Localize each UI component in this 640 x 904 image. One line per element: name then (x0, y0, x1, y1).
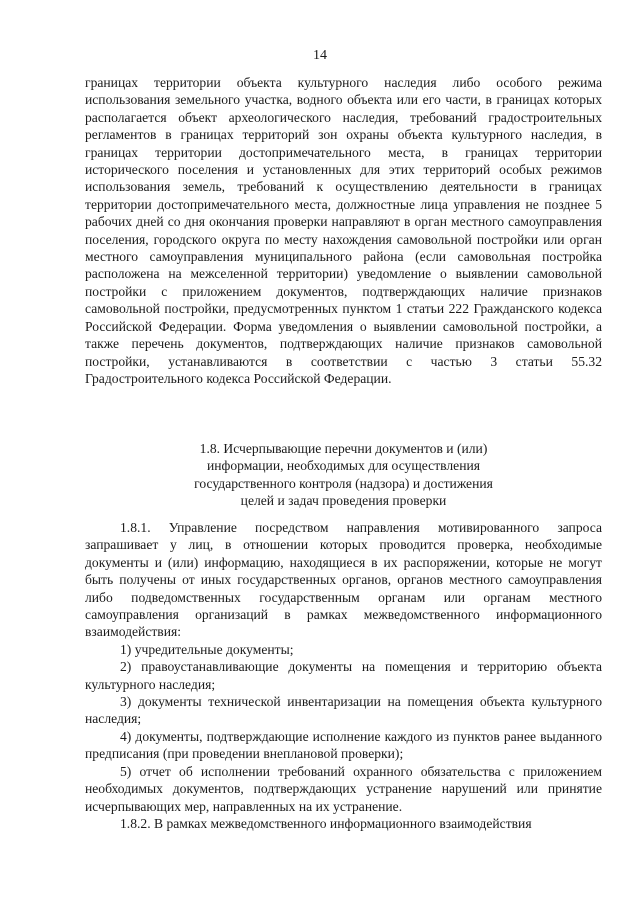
list-item: 3) документы технической инвентаризации на помещения объекта культурного наследия; (85, 694, 602, 727)
heading-line: 1.8. Исчерпывающие перечни документов и (или) (199, 441, 488, 456)
list-item: 1) учредительные документы; (120, 641, 294, 657)
section-heading (85, 440, 602, 510)
paragraph-continuation: границах территории объекта культурного наследия либо особого режима использования земельного участка, водного объекта или его части, в границах которых располагается объект археологического наследия, требований градостроительных регламентов в границах территорий зон охраны объекта культурного наследия, в границах территории достопримечательного места, в границах территории исторического поселения и установленных для этих территорий особых режимов использования земель, требований к осуществлению деятельности в границах территории достопримечательного места, должностные лица управления не позднее 5 рабочих дней со дня окончания проверки направляют в орган местного самоуправления поселения, городского округа по месту нахождения самовольной постройки или орган местного самоуправления муниципального района (если самовольная постройка расположена на межселенной территории) уведомление о выявлении самовольной постройки с приложением документов, подтверждающих наличие признаков самовольной постройки, предусмотренных пунктом 1 статьи 222 Гражданского кодекса Российской Федерации. Форма уведомления о выявлении самовольной постройки, а также перечень документов, подтверждающих наличие признаков самовольной постройки, устанавливаются в соответствии с частью 3 статьи 55.32 Градостроительного кодекса Российской Федерации. (85, 75, 602, 386)
section-1-8-2-start: 1.8.2. В рамках межведомственного информационного взаимодействия (120, 815, 532, 831)
heading-line: информации, необходимых для осуществления (206, 458, 481, 474)
list-item: 5) отчет об исполнении требований охранного обязательства с приложением необходимых документов, подтверждающих устранение нарушений или принятие исчерпывающих мер, направленных на их устранение. (85, 763, 602, 814)
list-item: 2) правоустанавливающие документы на помещения и территорию объекта культурного наследия; (85, 659, 602, 692)
heading-line: государственного контроля (надзора) и достижения (194, 475, 493, 491)
heading-line: целей и задач проведения проверки (240, 493, 447, 509)
section-intro: 1.8.1. Управление посредством направления мотивированного запроса запрашивает у лиц, в отношении которых проводится проверка, необходимые документы и (или) информацию, находящиеся в их распоряжении, которые не могут быть получены от иных государственных органов, органов местного самоуправления либо подведомственных государственным органам или органам местного самоуправления организаций в рамках межведомственного информационного взаимодействия: (85, 520, 602, 640)
list-item: 4) документы, подтверждающие исполнение каждого из пунктов ранее выданного предписания (при проведении внеплановой проверки); (85, 728, 602, 762)
section-1-8-1 (85, 519, 602, 832)
page-number: 14 (313, 48, 327, 63)
